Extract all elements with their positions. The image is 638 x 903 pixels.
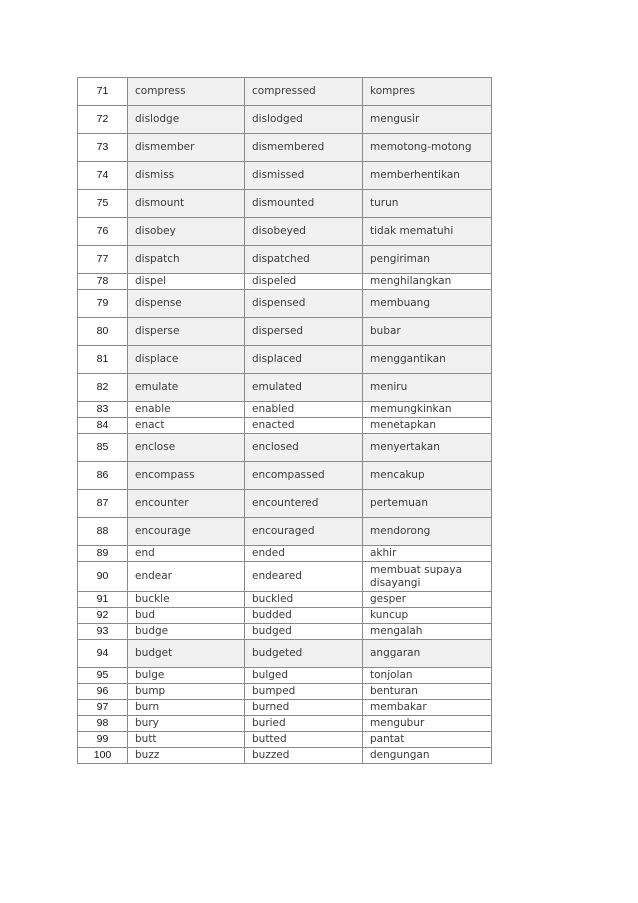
table-row (78, 274, 492, 290)
past-form-cell: compressed (245, 78, 363, 106)
base-verb-cell: butt (128, 732, 245, 748)
row-number-cell: 88 (78, 518, 128, 546)
row-number-cell: 99 (78, 732, 128, 748)
base-verb-cell: dispatch (128, 246, 245, 274)
row-number-cell: 71 (78, 78, 128, 106)
table-row (78, 218, 492, 246)
row-number-cell: 81 (78, 346, 128, 374)
table-row (78, 716, 492, 732)
meaning-cell: gesper (363, 592, 492, 608)
table-row (78, 402, 492, 418)
base-verb-cell: dispense (128, 290, 245, 318)
meaning-cell: membakar (363, 700, 492, 716)
base-verb-cell: budget (128, 640, 245, 668)
table-row (78, 374, 492, 402)
base-verb-cell: enclose (128, 434, 245, 462)
past-form-cell: ended (245, 546, 363, 562)
past-form-cell: budged (245, 624, 363, 640)
past-form-cell: encountered (245, 490, 363, 518)
table-row (78, 490, 492, 518)
row-number-cell: 73 (78, 134, 128, 162)
table-row (78, 640, 492, 668)
meaning-cell: mengusir (363, 106, 492, 134)
meaning-cell: turun (363, 190, 492, 218)
base-verb-cell: end (128, 546, 245, 562)
row-number-cell: 98 (78, 716, 128, 732)
past-form-cell: buried (245, 716, 363, 732)
table-row (78, 162, 492, 190)
past-form-cell: buckled (245, 592, 363, 608)
meaning-cell: membuang (363, 290, 492, 318)
meaning-cell: tidak mematuhi (363, 218, 492, 246)
table-row (78, 346, 492, 374)
meaning-cell: memungkinkan (363, 402, 492, 418)
table-row (78, 78, 492, 106)
row-number-cell: 92 (78, 608, 128, 624)
past-form-cell: dispensed (245, 290, 363, 318)
row-number-cell: 85 (78, 434, 128, 462)
meaning-cell: mengalah (363, 624, 492, 640)
past-form-cell: displaced (245, 346, 363, 374)
base-verb-cell: bud (128, 608, 245, 624)
table-row (78, 434, 492, 462)
verb-table-body (78, 78, 492, 764)
base-verb-cell: budge (128, 624, 245, 640)
past-form-cell: enacted (245, 418, 363, 434)
meaning-cell: benturan (363, 684, 492, 700)
past-form-cell: endeared (245, 562, 363, 592)
table-row (78, 732, 492, 748)
row-number-cell: 82 (78, 374, 128, 402)
table-row (78, 592, 492, 608)
meaning-cell: mendorong (363, 518, 492, 546)
base-verb-cell: compress (128, 78, 245, 106)
table-row (78, 462, 492, 490)
row-number-cell: 94 (78, 640, 128, 668)
past-form-cell: bulged (245, 668, 363, 684)
meaning-cell: meniru (363, 374, 492, 402)
table-row (78, 134, 492, 162)
past-form-cell: dispeled (245, 274, 363, 290)
row-number-cell: 72 (78, 106, 128, 134)
meaning-cell: pantat (363, 732, 492, 748)
row-number-cell: 91 (78, 592, 128, 608)
table-row (78, 190, 492, 218)
base-verb-cell: disobey (128, 218, 245, 246)
base-verb-cell: emulate (128, 374, 245, 402)
table-row (78, 624, 492, 640)
meaning-cell: menetapkan (363, 418, 492, 434)
row-number-cell: 100 (78, 748, 128, 764)
base-verb-cell: bump (128, 684, 245, 700)
meaning-cell: mengubur (363, 716, 492, 732)
meaning-cell: membuat supaya disayangi (363, 562, 492, 592)
past-form-cell: dislodged (245, 106, 363, 134)
table-row (78, 418, 492, 434)
row-number-cell: 83 (78, 402, 128, 418)
row-number-cell: 87 (78, 490, 128, 518)
meaning-cell: memberhentikan (363, 162, 492, 190)
verb-table (77, 77, 492, 764)
base-verb-cell: bury (128, 716, 245, 732)
table-row (78, 748, 492, 764)
past-form-cell: emulated (245, 374, 363, 402)
row-number-cell: 84 (78, 418, 128, 434)
table-row (78, 290, 492, 318)
base-verb-cell: buzz (128, 748, 245, 764)
meaning-cell: dengungan (363, 748, 492, 764)
base-verb-cell: dismember (128, 134, 245, 162)
row-number-cell: 96 (78, 684, 128, 700)
meaning-cell: menggantikan (363, 346, 492, 374)
past-form-cell: dismissed (245, 162, 363, 190)
past-form-cell: enclosed (245, 434, 363, 462)
base-verb-cell: dismount (128, 190, 245, 218)
meaning-cell: kuncup (363, 608, 492, 624)
row-number-cell: 93 (78, 624, 128, 640)
table-row (78, 608, 492, 624)
meaning-cell: pertemuan (363, 490, 492, 518)
row-number-cell: 75 (78, 190, 128, 218)
meaning-cell: menghilangkan (363, 274, 492, 290)
base-verb-cell: dislodge (128, 106, 245, 134)
past-form-cell: budded (245, 608, 363, 624)
past-form-cell: dismounted (245, 190, 363, 218)
base-verb-cell: disperse (128, 318, 245, 346)
row-number-cell: 79 (78, 290, 128, 318)
meaning-cell: pengiriman (363, 246, 492, 274)
table-row (78, 106, 492, 134)
row-number-cell: 89 (78, 546, 128, 562)
table-row (78, 700, 492, 716)
row-number-cell: 74 (78, 162, 128, 190)
past-form-cell: burned (245, 700, 363, 716)
base-verb-cell: burn (128, 700, 245, 716)
past-form-cell: dispatched (245, 246, 363, 274)
past-form-cell: buzzed (245, 748, 363, 764)
meaning-cell: anggaran (363, 640, 492, 668)
row-number-cell: 97 (78, 700, 128, 716)
row-number-cell: 78 (78, 274, 128, 290)
meaning-cell: mencakup (363, 462, 492, 490)
past-form-cell: budgeted (245, 640, 363, 668)
row-number-cell: 76 (78, 218, 128, 246)
row-number-cell: 77 (78, 246, 128, 274)
past-form-cell: dispersed (245, 318, 363, 346)
row-number-cell: 90 (78, 562, 128, 592)
row-number-cell: 80 (78, 318, 128, 346)
table-row (78, 246, 492, 274)
table-row (78, 684, 492, 700)
base-verb-cell: buckle (128, 592, 245, 608)
meaning-cell: akhir (363, 546, 492, 562)
meaning-cell: menyertakan (363, 434, 492, 462)
base-verb-cell: encourage (128, 518, 245, 546)
past-form-cell: enabled (245, 402, 363, 418)
past-form-cell: disobeyed (245, 218, 363, 246)
past-form-cell: butted (245, 732, 363, 748)
base-verb-cell: endear (128, 562, 245, 592)
base-verb-cell: enact (128, 418, 245, 434)
base-verb-cell: enable (128, 402, 245, 418)
meaning-cell: memotong-motong (363, 134, 492, 162)
meaning-cell: kompres (363, 78, 492, 106)
table-row (78, 546, 492, 562)
table-row (78, 518, 492, 546)
table-row (78, 318, 492, 346)
past-form-cell: bumped (245, 684, 363, 700)
base-verb-cell: displace (128, 346, 245, 374)
table-row (78, 668, 492, 684)
row-number-cell: 86 (78, 462, 128, 490)
base-verb-cell: bulge (128, 668, 245, 684)
meaning-cell: bubar (363, 318, 492, 346)
meaning-cell: tonjolan (363, 668, 492, 684)
base-verb-cell: encompass (128, 462, 245, 490)
base-verb-cell: dismiss (128, 162, 245, 190)
row-number-cell: 95 (78, 668, 128, 684)
base-verb-cell: dispel (128, 274, 245, 290)
table-row (78, 562, 492, 592)
past-form-cell: encompassed (245, 462, 363, 490)
past-form-cell: dismembered (245, 134, 363, 162)
base-verb-cell: encounter (128, 490, 245, 518)
past-form-cell: encouraged (245, 518, 363, 546)
